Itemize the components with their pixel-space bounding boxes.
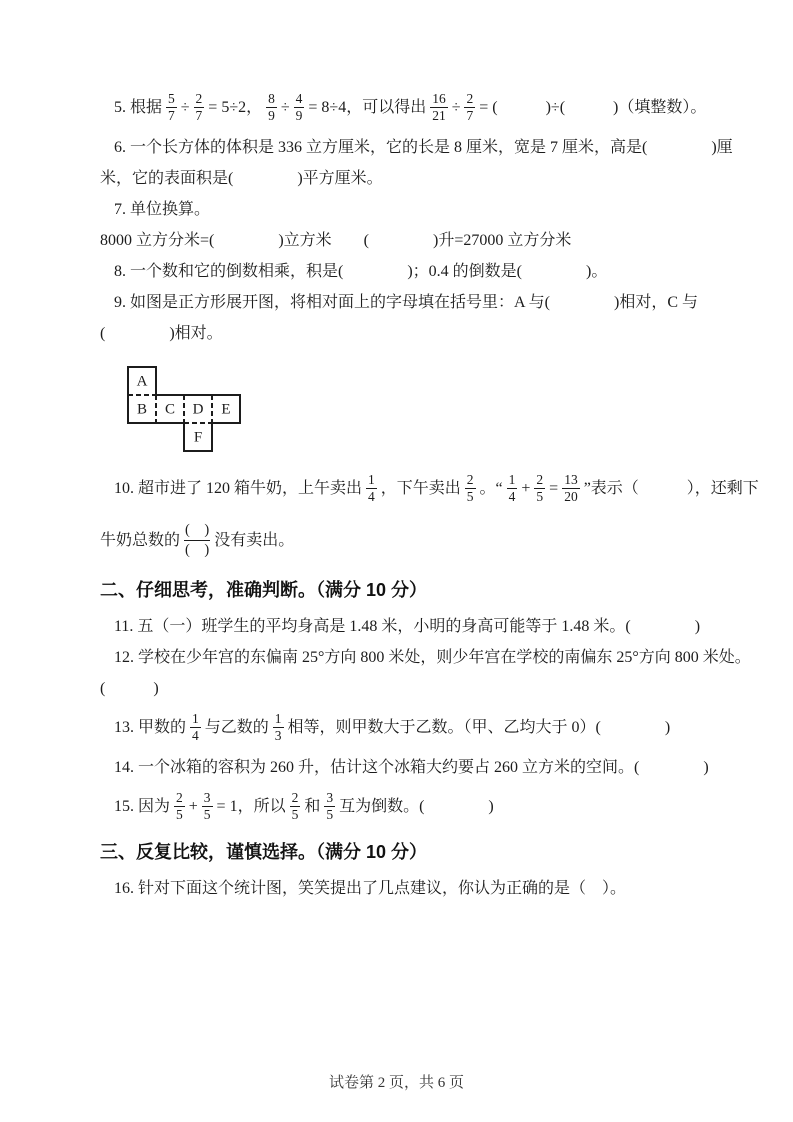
text-run: ( )相对。 <box>100 325 223 342</box>
fraction-denominator: 4 <box>192 727 199 743</box>
text-run: 米，它的表面积是( )平方厘米。 <box>100 170 383 187</box>
fraction-denominator: 5 <box>466 488 474 504</box>
fraction-denominator: 7 <box>168 107 175 123</box>
text-run: 15. 因为 <box>114 798 171 815</box>
fraction-numerator: 13 <box>564 472 578 488</box>
fraction-numerator: ( ) <box>185 522 210 539</box>
fraction-denominator: 7 <box>195 107 203 123</box>
fraction-numerator: 2 <box>466 91 474 107</box>
fraction-denominator: 7 <box>466 107 474 123</box>
fraction-denominator: ( ) <box>185 541 210 558</box>
fraction-numerator: 4 <box>295 91 303 107</box>
question-11 <box>100 611 725 642</box>
fraction-numerator: 5 <box>168 91 175 107</box>
fraction <box>464 91 475 123</box>
question-9-line-1 <box>100 287 725 318</box>
text-run: 和 <box>304 798 321 815</box>
net-face-d: D <box>192 401 204 418</box>
text-run: 8. 一个数和它的倒数相乘，积是( )；0.4 的倒数是( )。 <box>114 263 608 280</box>
net-face-a: A <box>136 373 148 390</box>
text-run: ÷ <box>180 99 190 116</box>
fraction-numerator: 2 <box>176 790 183 806</box>
net-face-b: B <box>136 401 148 418</box>
text-run: 5. 根据 <box>114 99 163 116</box>
question-5 <box>100 84 725 132</box>
fraction-numerator: 2 <box>466 472 474 488</box>
fraction-denominator: 5 <box>536 488 544 504</box>
section-3-heading: 三、反复比较，谨慎选择。（满分 10 分） <box>100 842 428 862</box>
text-run: 与乙数的 <box>204 719 269 736</box>
fraction <box>430 91 448 123</box>
fraction-numerator: 1 <box>368 472 375 488</box>
fraction <box>166 91 177 123</box>
text-run: ”表示（ ），还剩下 <box>583 480 759 497</box>
question-6-line-1 <box>100 132 733 163</box>
fraction-denominator: 5 <box>203 806 211 822</box>
fraction-denominator: 9 <box>268 107 275 123</box>
text-run: 。“ <box>479 480 503 497</box>
fraction-numerator: 16 <box>432 91 446 107</box>
text-run: 13. 甲数的 <box>114 719 187 736</box>
question-14 <box>100 752 725 783</box>
text-run: 互为倒数。( ) <box>339 798 494 815</box>
question-6-line-2 <box>100 163 725 194</box>
text-run: = 5÷2， <box>208 99 263 116</box>
fraction-denominator: 9 <box>295 107 303 123</box>
fraction-denominator: 3 <box>274 727 282 743</box>
text-run: + <box>188 798 198 815</box>
fraction <box>324 790 335 822</box>
fraction <box>507 472 518 504</box>
fraction-numerator: 2 <box>536 472 544 488</box>
question-7 <box>100 194 725 225</box>
question-7-blanks <box>100 225 725 256</box>
page-footer: 试卷第 2 页，共 6 页 <box>328 1075 464 1091</box>
fraction <box>534 472 545 504</box>
fraction <box>190 711 201 743</box>
fraction-denominator: 4 <box>508 488 516 504</box>
text-run: 7. 单位换算。 <box>114 201 211 218</box>
exam-content <box>100 84 759 904</box>
fraction <box>202 790 213 822</box>
text-run: 14. 一个冰箱的容积为 260 升，估计这个冰箱大约要占 260 立方米的空间。( ) <box>114 759 709 776</box>
net-face-f: F <box>193 429 203 446</box>
net-face-e: E <box>221 401 231 418</box>
text-run: 9. 如图是正方形展开图，将相对面上的字母填在括号里：A 与( )相对，C 与 <box>114 294 699 311</box>
text-run: = <box>549 480 559 497</box>
cube-net-figure <box>126 365 242 453</box>
section-2-heading: 二、仔细思考，准确判断。（满分 10 分） <box>100 580 428 600</box>
text-run: 6. 一个长方体的体积是 336 立方厘米，它的长是 8 厘米，宽是 7 厘米，高是( )厘 <box>114 139 733 156</box>
fraction-numerator: 2 <box>195 91 203 107</box>
question-9-line-2 <box>100 318 725 349</box>
net-face-c: C <box>164 401 176 418</box>
question-13 <box>100 704 725 752</box>
fraction-numerator: 1 <box>192 711 199 727</box>
fraction-denominator: 20 <box>564 488 578 504</box>
fraction-numerator: 8 <box>268 91 275 107</box>
fraction-numerator: 2 <box>291 790 299 806</box>
text-run: ( ) <box>100 680 159 697</box>
fraction <box>294 91 305 123</box>
text-run: 牛奶总数的 <box>100 532 181 549</box>
question-16 <box>100 873 725 904</box>
text-run: + <box>521 480 531 497</box>
text-run: ÷ <box>280 99 290 116</box>
fraction <box>184 521 210 559</box>
question-10-line-1 <box>100 465 759 513</box>
fraction <box>174 790 185 822</box>
fraction-denominator: 21 <box>432 107 446 123</box>
text-run: 10. 超市进了 120 箱牛奶，上午卖出 <box>114 480 363 497</box>
text-run: 12. 学校在少年宫的东偏南 25°方向 800 米处，则少年宫在学校的南偏东 25°方向 800 米处。 <box>114 649 751 666</box>
text-run: = 1，所以 <box>216 798 286 815</box>
fraction-numerator: 3 <box>326 790 334 806</box>
text-run: 16. 针对下面这个统计图，笑笑提出了几点建议，你认为正确的是（ ）。 <box>114 880 627 897</box>
fraction <box>465 472 476 504</box>
question-12 <box>100 642 751 673</box>
fraction <box>194 91 205 123</box>
text-run: 11. 五（一）班学生的平均身高是 1.48 米，小明的身高可能等于 1.48 米。( ) <box>114 618 701 635</box>
question-12-answer-blank <box>100 673 725 704</box>
text-run: = ( )÷( )（填整数）。 <box>479 99 707 116</box>
fraction-numerator: 1 <box>508 472 516 488</box>
text-run: ÷ <box>451 99 461 116</box>
text-run: 8000 立方分米=( )立方米 ( )升=27000 立方分米 <box>100 232 572 249</box>
fraction-denominator: 5 <box>326 806 334 822</box>
fraction <box>562 472 580 504</box>
question-15 <box>100 783 725 831</box>
question-10-line-2 <box>100 513 725 569</box>
text-run: ，下午卖出 <box>380 480 461 497</box>
fraction <box>290 790 301 822</box>
fraction-numerator: 3 <box>203 790 211 806</box>
fraction-denominator: 5 <box>176 806 183 822</box>
fraction-numerator: 1 <box>274 711 282 727</box>
fraction <box>366 472 377 504</box>
fraction-denominator: 5 <box>291 806 299 822</box>
fraction <box>266 91 277 123</box>
text-run: 没有卖出。 <box>214 532 295 549</box>
fraction <box>273 711 284 743</box>
text-run: 相等，则甲数大于乙数。（甲、乙均大于 0）( ) <box>287 719 671 736</box>
question-8 <box>100 256 725 287</box>
text-run: = 8÷4，可以得出 <box>308 99 427 116</box>
fraction-denominator: 4 <box>368 488 375 504</box>
